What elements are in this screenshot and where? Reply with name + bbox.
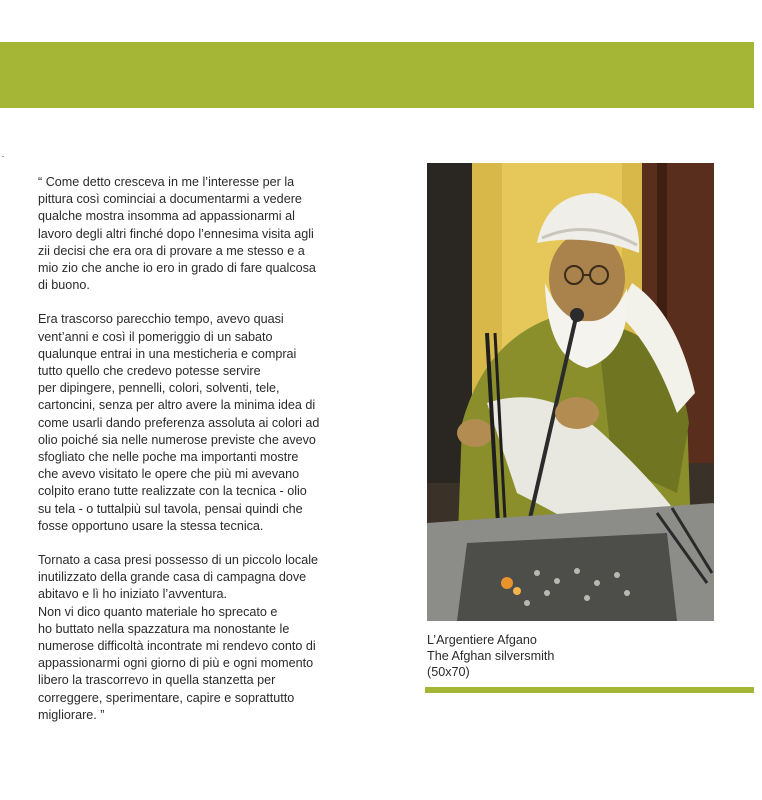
caption-title-english: The Afghan silversmith [427,649,555,664]
margin-mark [2,156,4,157]
header-band [0,42,754,108]
caption-underline-bar [425,687,754,693]
painting-caption [427,632,727,681]
body-text [38,174,368,741]
painting-image [427,163,714,621]
paragraph-3: Tornato a casa presi possesso di un piccolo locale inutilizzato della grande casa di campagna dove abitavo e lì ho iniziato l’avventura. Non vi dico quanto materiale ho sprecato e ho buttato nella spazzatura ma nonostante le numerose difficoltà incontrate mi rendevo conto di appassionarmi ogni giorno di più e ogni momento libero la trascorrevo in quella stanzetta per correggere, sperimentare, capire e soprattutto migliorare. ” [38,553,319,722]
paragraph-2: Era trascorso parecchio tempo, avevo quasi vent’anni e così il pomeriggio di un sabato qualunque entrai in una mesticheria e comprai tutto quello che credevo potesse servire per dipingere, pennelli, colori, solventi, tele, cartoncini, senza per altro avere la minima idea di come usarli dando preferenza assoluta ai colori ad olio poiché sia nelle numerose previste che avevo sfogliato che nelle poche ma importanti mostre che avevo visitato le opere che più mi avevano colpito erano tutte realizzate con la tecnica - olio su tela - o tuttalpiù sul tavola, pensai quindi che fosse opportuno usare la stessa tecnica. [38,312,320,533]
caption-dimensions: (50x70) [427,665,470,680]
caption-title-italian: L’Argentiere Afgano [427,633,537,647]
paragraph-1: “ Come detto cresceva in me l’interesse per la pittura così cominciai a documentarmi a vedere qualche mostra insomma ad appassionarmi al lavoro degli altri finché dopo l’ennesima visita agli zii decisi che era ora di provare a me stesso e a mio zio che anche io ero in grado di fare qualcosa di buono. [38,175,316,293]
